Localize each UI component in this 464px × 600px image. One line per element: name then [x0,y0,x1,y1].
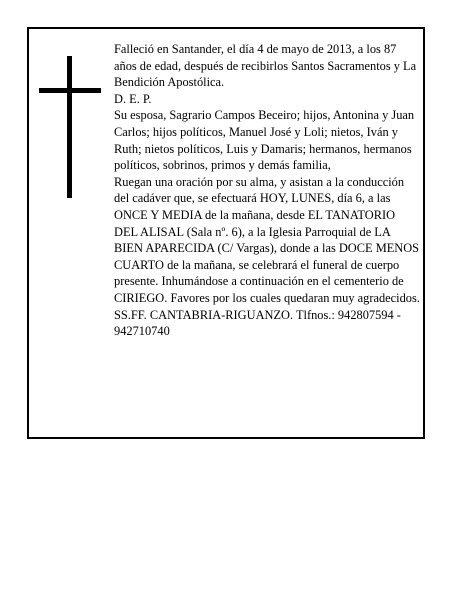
funeral-home-contact: SS.FF. CANTABRIA-RIGUANZO. Tlfnos.: 942807594 - 942710740 [114,307,401,339]
obituary-text [114,41,420,340]
cross-horizontal-bar [39,88,101,93]
family-members: Su esposa, Sagrario Campos Beceiro; hijos, Antonina y Juan Carlos; hijos políticos, Manuel José y Loli; nietos, Iván y Ruth; nietos políticos, Luis y Damaris; hermanos, hermanos políticos, sobrinos, primos y demás familia, [114,108,415,173]
death-announcement: Falleció en Santander, el día 4 de mayo de 2013, a los 87 años de edad, después de recibirlos Santos Sacramentos y La Bendición Apostólica. [114,42,417,90]
latin-cross-icon [39,56,101,198]
cross-vertical-bar [67,56,72,198]
funeral-request: Ruegan una oración por su alma, y asistan a la conducción del cadáver que, se efectuará HOY, LUNES, día 6, a las ONCE Y MEDIA de la mañana, desde EL TANATORIO DEL ALISAL (Sala nº. 6), a la Iglesia Parroquial de LA BIEN APARECIDA (C/ Vargas), donde a las DOCE MENOS CUARTO de la mañana, se celebrará el funeral de cuerpo presente. Inhumándose a continuación en el cementerio de CIRIEGO. Favores por los cuales quedaran muy agradecidos. [114,174,420,305]
obituary-notice [27,27,425,439]
rip-initials: D. E. P. [114,91,152,106]
